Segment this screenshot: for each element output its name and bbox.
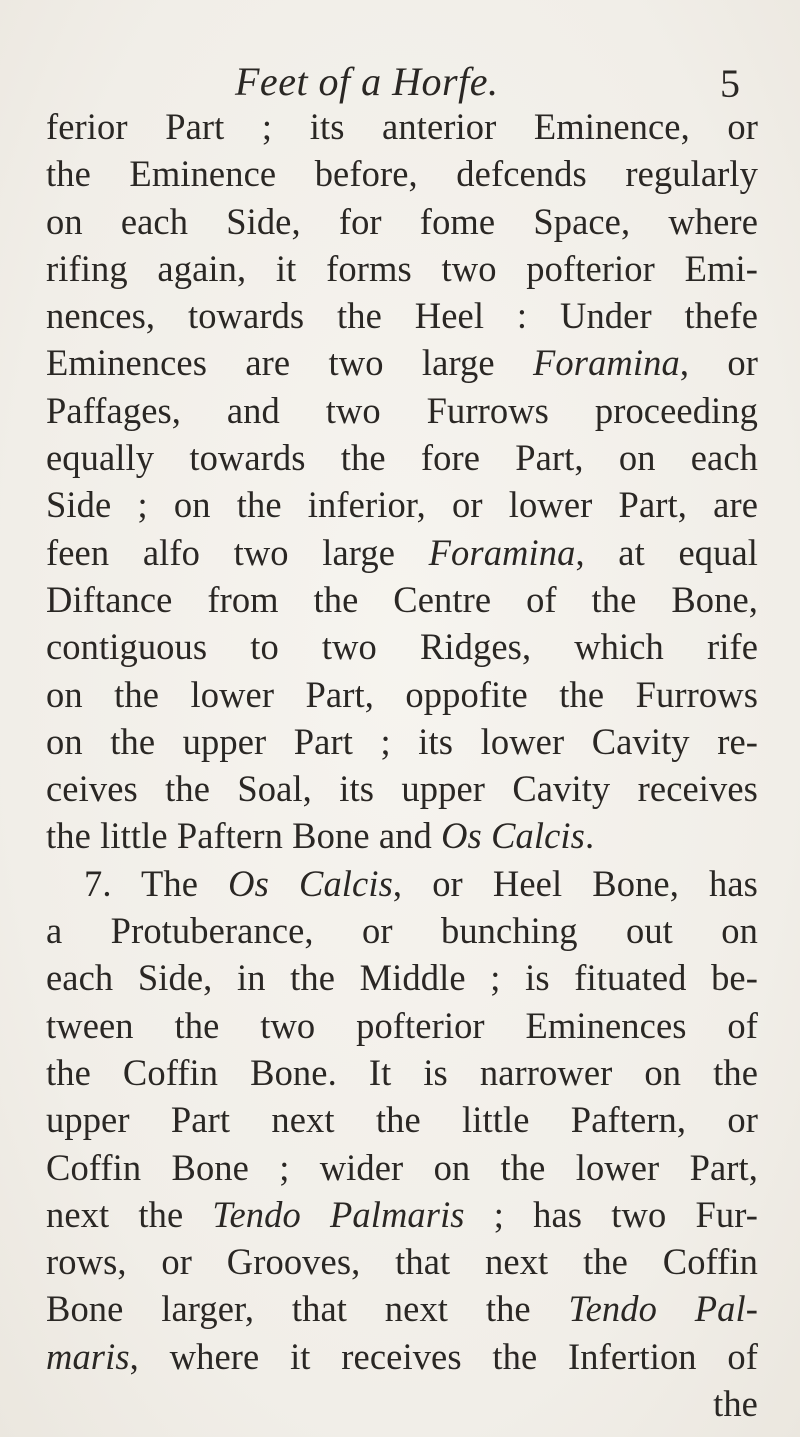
- text-segment: rifing again, it forms two pofterior Emi-: [46, 247, 758, 289]
- text-segment: on the upper Part ; its lower Cavity re-: [46, 720, 758, 762]
- text-segment: , where it receives the Infertion of: [129, 1335, 758, 1377]
- text-segment: the Coffin Bone. It is narrower on the: [46, 1051, 758, 1093]
- italic-text-segment: Os Calcis: [228, 862, 393, 904]
- text-line: [46, 907, 758, 954]
- italic-text-segment: Foramina: [428, 531, 576, 573]
- text-segment: next the: [46, 1193, 213, 1235]
- text-segment: on each Side, for fome Space, where: [46, 200, 758, 242]
- italic-text-segment: Tendo Palmaris: [212, 1193, 465, 1235]
- text-segment: Eminences are two large: [46, 342, 534, 384]
- text-line: [46, 434, 758, 481]
- body-text: [46, 103, 758, 1427]
- text-line: [46, 1002, 758, 1049]
- text-line: [46, 671, 758, 718]
- text-line: [46, 1285, 758, 1332]
- text-line: [46, 1333, 758, 1380]
- text-line: [46, 1096, 758, 1143]
- text-line: [46, 103, 758, 150]
- text-segment: , at equal: [575, 531, 759, 573]
- text-line: [46, 150, 758, 197]
- text-segment: the little Paftern Bone and: [46, 815, 442, 857]
- text-segment: 7. The: [84, 862, 229, 904]
- italic-text-segment: Os Calcis: [441, 815, 585, 857]
- text-line: [46, 718, 758, 765]
- text-segment: a Protuberance, or bunching out on: [46, 910, 758, 952]
- text-segment: Coffin Bone ; wider on the lower Part,: [46, 1146, 758, 1188]
- text-segment: rows, or Grooves, that next the Coffin: [46, 1241, 758, 1283]
- text-segment: ferior Part ; its anterior Eminence, or: [46, 106, 758, 147]
- text-line: [46, 387, 758, 434]
- running-title: Feet of a Horfe.: [235, 59, 499, 104]
- text-line: [46, 292, 758, 339]
- catchword: the: [713, 1383, 758, 1425]
- text-segment: on the lower Part, oppofite the Furrows: [46, 673, 758, 715]
- text-line: [46, 1144, 758, 1191]
- text-line: [46, 481, 758, 528]
- text-segment: , or Heel Bone, has: [392, 862, 758, 904]
- text-segment: , or: [679, 342, 758, 384]
- text-segment: Side ; on the inferior, or lower Part, are: [46, 484, 758, 526]
- text-segment: equally towards the fore Part, on each: [46, 437, 758, 479]
- text-line: [46, 245, 758, 292]
- text-segment: upper Part next the little Paftern, or: [46, 1099, 758, 1141]
- text-segment: Bone larger, that next the: [46, 1288, 569, 1330]
- text-segment: feen alfo two large: [46, 531, 429, 573]
- text-segment: contiguous to two Ridges, which rife: [46, 626, 758, 668]
- text-line: [46, 529, 758, 576]
- text-line: [46, 623, 758, 670]
- text-line: [46, 765, 758, 812]
- text-line: [46, 954, 758, 1001]
- text-segment: Diftance from the Centre of the Bone,: [46, 578, 758, 620]
- italic-text-segment: Foramina: [533, 342, 680, 384]
- text-line: [46, 198, 758, 245]
- text-segment: nences, towards the Heel : Under thefe: [46, 295, 758, 337]
- text-segment: the Eminence before, defcends regularly: [46, 153, 758, 195]
- italic-text-segment: Tendo Pal-: [568, 1288, 758, 1330]
- text-segment: tween the two pofterior Eminences of: [46, 1004, 758, 1046]
- text-line: [46, 339, 758, 386]
- text-line: [46, 1191, 758, 1238]
- text-segment: each Side, in the Middle ; is fituated be-: [46, 957, 758, 999]
- text-segment: ceives the Soal, its upper Cavity receives: [46, 768, 758, 810]
- running-head: [0, 58, 800, 108]
- text-segment: .: [584, 815, 595, 857]
- text-line: [46, 1049, 758, 1096]
- text-segment: ; has two Fur-: [464, 1193, 758, 1235]
- text-segment: Paffages, and two Furrows proceeding: [46, 389, 758, 431]
- page-number: 5: [720, 61, 740, 106]
- text-line: [46, 1238, 758, 1285]
- italic-text-segment: maris: [46, 1335, 130, 1377]
- text-line: [46, 812, 758, 859]
- text-line: [46, 860, 758, 907]
- text-line: [46, 576, 758, 623]
